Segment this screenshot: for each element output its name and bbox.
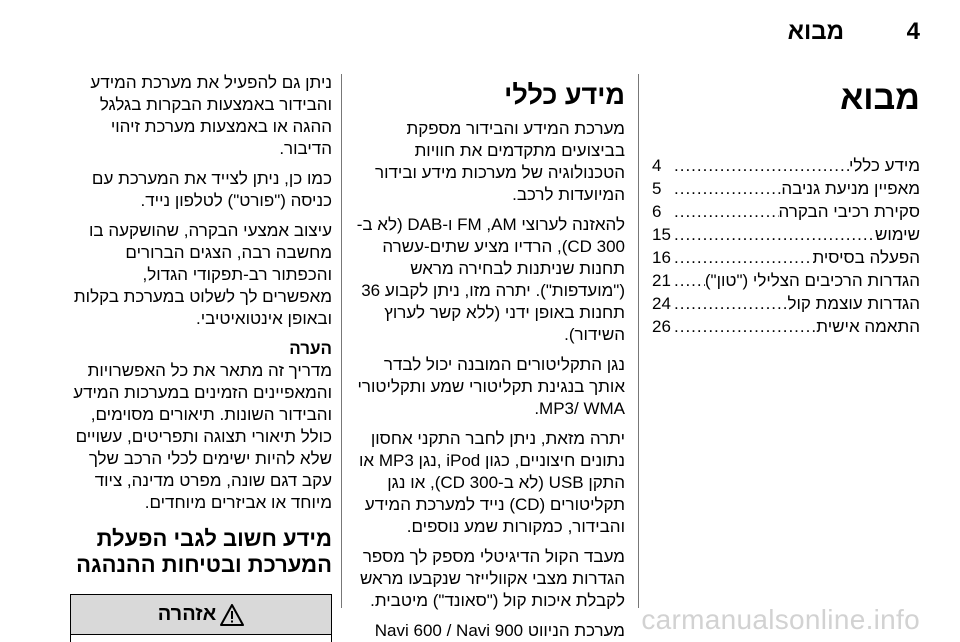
column-divider bbox=[638, 74, 639, 608]
toc-page: 21 bbox=[652, 271, 671, 290]
toc-leader bbox=[674, 223, 875, 246]
column-divider bbox=[341, 74, 342, 608]
page-number: 4 bbox=[906, 18, 920, 45]
paragraph: מערכת המידע והבידור מספקת בביצועים מתקדמים את חוויות הטכנולוגיה של מערכות מידע ובידור המיועדות לרכב. bbox=[375, 119, 625, 204]
toc-page: 24 bbox=[652, 294, 671, 313]
page-header bbox=[0, 0, 960, 64]
paragraph: להאזנה לערוצי FM ,AM ו-DAB (לא ב-CD 300), הרדיו מציע שתים-עשרה תחנות שניתנות לבחירה מראש ("מועדפות"). יתרה מזו, ניתן לקבוע 36 תחנות באופן ידני (ללא קשר לערוץ השידור). bbox=[356, 215, 625, 344]
toc-page: 16 bbox=[652, 248, 671, 267]
toc-label: שימוש bbox=[875, 225, 920, 244]
toc-item[interactable] bbox=[652, 269, 920, 292]
note-text: מדריך זה מתאר את כל האפשרויות והמאפיינים הזמינים במערכות המידע והבידור השונות. תיאורים מסוימים, כולל תיאורי תצוגה ותפריטים, עשויים שלא להיות ישימים לכלי הרכב שלך עקב דגם שונה, מפרט מדינה, ציוד מיוחד או אביזרים מיוחדים. bbox=[73, 361, 332, 512]
warning-body bbox=[71, 635, 331, 642]
toc-leader bbox=[674, 269, 705, 292]
watermark: carmanualsonline.info bbox=[641, 604, 920, 635]
toc-label: הפעלה בסיסית bbox=[812, 248, 920, 267]
toc-page: 6 bbox=[652, 202, 662, 221]
header-title: מבוא bbox=[787, 18, 844, 45]
toc-leader bbox=[674, 177, 781, 200]
toc-leader bbox=[674, 246, 812, 269]
toc-leader bbox=[674, 292, 787, 315]
toc-page: 4 bbox=[652, 156, 662, 175]
paragraph: ניתן גם להפעיל את מערכת המידע והבידור באמצעות הבקרות בגלגל ההגה או באמצעות מערכת זיהוי הדיבור. bbox=[90, 73, 332, 158]
toc-item[interactable] bbox=[652, 246, 920, 269]
general-info-column bbox=[350, 72, 625, 642]
note-heading: הערה bbox=[289, 339, 332, 358]
toc-leader bbox=[674, 315, 816, 338]
warning-header bbox=[71, 595, 331, 635]
toc-item[interactable] bbox=[652, 177, 920, 200]
warning-title: אזהרה bbox=[157, 603, 217, 625]
toc-page: 5 bbox=[652, 179, 662, 198]
paragraph: נגן התקליטורים המובנה יכול לבדר אותך בנגינת תקליטורי שמע ותקליטורי MP3/ WMA. bbox=[357, 355, 625, 418]
paragraph: כמו כן, ניתן לצייד את המערכת עם כניסה ("פורט") לטלפון נייד. bbox=[91, 169, 332, 210]
paragraph: מעבד הקול הדיגיטלי מספק לך מספר הגדרות מצבי אקוולייזר שנקבעו מראש לקבלת איכות קול ("סאונד") מיטבית. bbox=[359, 547, 625, 610]
toc-leader bbox=[674, 200, 779, 223]
toc-label: הגדרות הרכיבים הצלילי ("טון") bbox=[704, 271, 920, 290]
chapter-title: מבוא bbox=[840, 79, 920, 117]
toc-page: 26 bbox=[652, 317, 671, 336]
intro-column bbox=[652, 72, 920, 338]
toc-item[interactable] bbox=[652, 223, 920, 246]
safety-heading: מידע חשוב לגבי הפעלת המערכת ובטיחות ההנהגה bbox=[76, 526, 332, 577]
toc-label: מידע כללי bbox=[849, 156, 920, 175]
warning-triangle-icon bbox=[220, 604, 244, 626]
toc-item[interactable] bbox=[652, 315, 920, 338]
paragraph: עיצוב אמצעי הבקרה, שהושקעה בו מחשבה רבה, הצגים הברורים והכפתור רב-תפקודי הגדול, מאפשרים לך לשלוט במערכת בקלות ובאופן אינטואיטיבי. bbox=[73, 221, 332, 328]
toc-label: התאמה אישית bbox=[816, 317, 920, 336]
toc-label: הגדרות עוצמת קול bbox=[787, 294, 920, 313]
continued-column bbox=[70, 72, 332, 642]
section-heading: מידע כללי bbox=[504, 80, 625, 110]
toc-leader bbox=[674, 154, 849, 177]
toc-page: 15 bbox=[652, 225, 671, 244]
toc-label: סקירת רכיבי הבקרה bbox=[778, 202, 920, 221]
toc-item[interactable] bbox=[652, 200, 920, 223]
paragraph: מערכת הניווט Navi 600 / Navi 900 bbox=[374, 621, 625, 640]
toc-item[interactable] bbox=[652, 154, 920, 177]
toc-item[interactable] bbox=[652, 292, 920, 315]
toc-label: מאפיין מניעת גניבה bbox=[781, 179, 920, 198]
paragraph: יתרה מזאת, ניתן לחבר התקני אחסון נתונים חיצוניים, כגון iPod ,נגן MP3 או התקן USB (לא ב-CD 300), או נגן תקליטורים (CD) נייד למערכת המידע והבידור, כמקורות שמע נוספים. bbox=[359, 429, 625, 536]
table-of-contents bbox=[652, 154, 920, 338]
warning-box bbox=[70, 594, 332, 642]
